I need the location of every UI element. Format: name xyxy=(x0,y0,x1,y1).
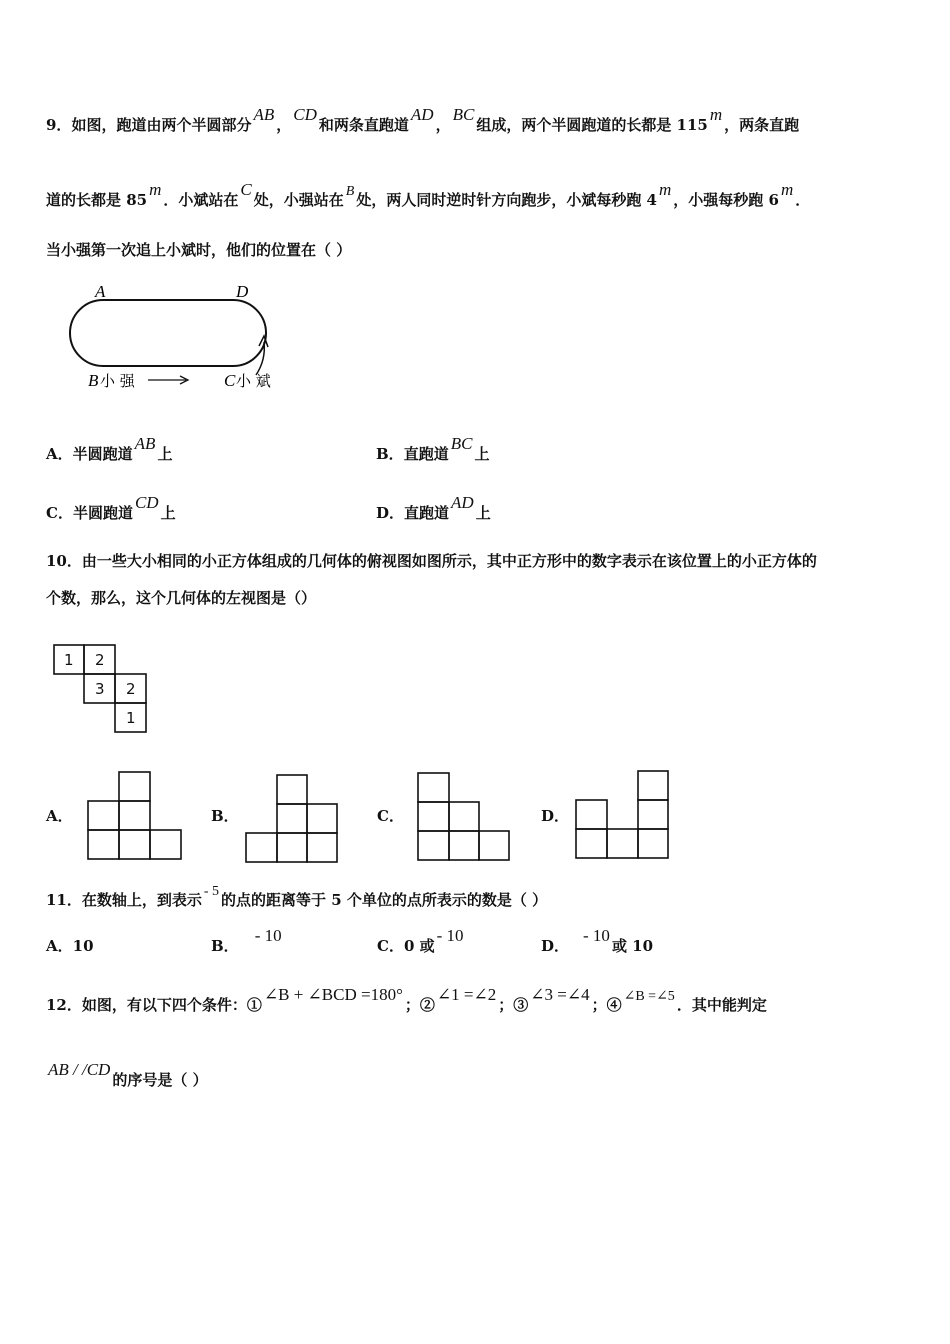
q11-stem: 11．在数轴上，到表示 - 5 的点的距离等于 5 个单位的点所表示的数是（ ） xyxy=(46,884,548,909)
grid-number: 2 xyxy=(126,680,136,698)
grid-number: 2 xyxy=(95,651,105,669)
q10-option-d-view[interactable] xyxy=(576,771,671,861)
q11-option-b[interactable]: B．- 10 xyxy=(211,926,282,955)
q10-option-b-view[interactable] xyxy=(246,775,341,865)
q10-option-c-view[interactable] xyxy=(418,773,513,863)
track-outline xyxy=(70,300,266,366)
label-xiaoqiang: 小 强 xyxy=(100,372,135,390)
q12-line-2: AB / /CD的序号是（ ） xyxy=(48,1060,208,1089)
q9-option-c[interactable]: C．半圆跑道CD上 xyxy=(46,493,176,522)
q9-option-d[interactable]: D．直跑道AD上 xyxy=(376,493,491,522)
grid-number: 3 xyxy=(95,680,105,698)
q12-line-1: 12．如图，有以下四个条件：①∠B + ∠BCD =180°；②∠1 =∠2；③∠3 =∠4；④ ∠B =∠5 ．其中能判定 xyxy=(46,985,767,1014)
q9-line-3: 当小强第一次追上小斌时，他们的位置在（ ） xyxy=(46,241,352,259)
q10-option-a-label[interactable]: A． xyxy=(46,807,73,825)
q10-line-1: 10．由一些大小相同的小正方体组成的几何体的俯视图如图所示，其中正方形中的数字表示在该位置上的小正方体的 xyxy=(46,552,817,570)
grid-number: 1 xyxy=(126,709,136,727)
q10-option-c-label[interactable]: C． xyxy=(377,807,404,825)
q9-line-1: 9．如图，跑道由两个半圆部分AB，CD和两条直跑道AD，BC组成，两个半圆跑道的长都是 115m，两条直跑 xyxy=(46,105,800,134)
top-view-grid xyxy=(54,645,150,735)
label-xiaobin: 小 斌 xyxy=(236,372,271,390)
grid-number: 1 xyxy=(64,651,74,669)
label-A: A xyxy=(95,282,106,301)
q11-option-d[interactable]: D．- 10或 10 xyxy=(541,926,654,955)
q11-option-c[interactable]: C．0 或- 10 xyxy=(377,926,464,955)
q10-option-d-label[interactable]: D． xyxy=(541,807,570,825)
q11-option-a[interactable]: A．10 xyxy=(46,937,94,955)
label-C: C xyxy=(224,371,236,390)
q9-option-a[interactable]: A．半圆跑道AB上 xyxy=(46,434,173,463)
q10-line-2: 个数，那么，这个几何体的左视图是（） xyxy=(46,589,317,607)
track-figure xyxy=(68,280,298,395)
label-D: D xyxy=(236,282,249,301)
q10-option-b-label[interactable]: B． xyxy=(211,807,239,825)
q10-option-a-view[interactable] xyxy=(88,772,183,862)
label-B: B xyxy=(88,371,99,390)
q9-line-2: 道的长都是 85m．小斌站在C处，小强站在 B 处，两人同时逆时针方向跑步，小斌每秒跑 4m，小强每秒跑 6m． xyxy=(46,180,811,209)
q9-option-b[interactable]: B．直跑道BC上 xyxy=(376,434,490,463)
